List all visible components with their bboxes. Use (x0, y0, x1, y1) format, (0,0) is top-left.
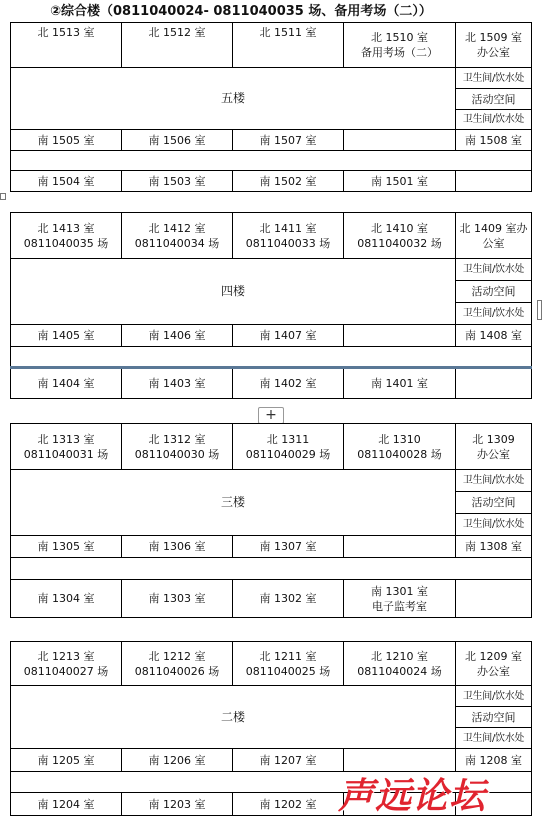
room-cell: 南 1307 室 (233, 536, 344, 558)
room-cell: 南 1507 室 (233, 130, 344, 151)
room-number: 北 1513 室 (37, 26, 95, 39)
activity-space-cell: 活动空间 (456, 492, 532, 514)
room-number: 北 1410 室 (371, 221, 428, 235)
room-cell (233, 424, 344, 470)
room-note: 0811040035 场 (23, 236, 109, 250)
room-number: 北 1509 室 (465, 31, 522, 44)
room-cell: 南 1508 室 (456, 130, 532, 151)
room-cell (456, 424, 532, 470)
south-rooms-row (11, 580, 532, 618)
floor-3-table (10, 423, 532, 618)
room-cell (456, 23, 532, 68)
document-title: ②综合楼（0811040024- 0811040035 场、备用考场（二）） (50, 4, 432, 19)
floor-4-table (10, 212, 532, 399)
room-number: 北 1510 室 (371, 31, 428, 44)
room-cell (233, 171, 344, 192)
room-cell (122, 642, 233, 686)
room-note: 0811040026 场 (134, 664, 220, 678)
room-cell (122, 213, 233, 259)
room-number: 南 1402 室 (259, 377, 317, 390)
room-number: 南 1303 室 (148, 592, 206, 605)
room-note: 0811040032 场 (357, 236, 442, 250)
room-cell (11, 23, 122, 68)
room-number: 南 1501 室 (371, 174, 428, 188)
room-number: 北 1512 室 (148, 26, 206, 39)
room-number: 北 1211 室 (259, 649, 317, 663)
restroom-cell: 卫生间/饮水处 (456, 110, 532, 130)
room-cell (122, 424, 233, 470)
south-rooms-row (11, 749, 532, 772)
room-number: 北 1412 室 (148, 221, 206, 235)
room-number: 南 1502 室 (259, 174, 317, 188)
room-cell (456, 642, 532, 686)
room-note: 0811040027 场 (23, 664, 109, 678)
room-cell: 南 1205 室 (11, 749, 122, 772)
room-number: 北 1312 室 (148, 432, 206, 446)
room-cell (233, 23, 344, 68)
room-note: 办公室 (477, 664, 510, 678)
restroom-cell: 卫生间/饮水处 (456, 68, 532, 89)
room-number: 北 1209 室 (465, 649, 522, 663)
table-resize-handle[interactable] (537, 300, 542, 320)
room-cell: 南 1506 室 (122, 130, 233, 151)
room-cell (233, 213, 344, 259)
room-number: 南 1302 室 (259, 592, 317, 605)
north-rooms-row (11, 23, 532, 68)
room-cell: 南 1405 室 (11, 325, 122, 347)
room-cell: 南 1407 室 (233, 325, 344, 347)
room-cell (233, 793, 344, 816)
room-number: 北 1313 室 (37, 432, 95, 446)
room-cell (456, 171, 532, 192)
restroom-cell: 卫生间/饮水处 (456, 470, 532, 492)
room-number: 北 1409 室办 (459, 221, 528, 235)
floor-label: 二楼 (11, 686, 456, 749)
south-rooms-row (11, 536, 532, 558)
room-cell: 南 1308 室 (456, 536, 532, 558)
room-cell (344, 642, 456, 686)
room-cell (344, 368, 456, 399)
restroom-cell: 卫生间/饮水处 (456, 259, 532, 281)
room-cell (344, 23, 456, 68)
table-resize-handle[interactable] (0, 193, 6, 200)
room-number: 南 1404 室 (37, 377, 95, 390)
room-cell (11, 213, 122, 259)
room-cell (344, 536, 456, 558)
room-number: 南 1203 室 (148, 797, 206, 811)
restroom-cell: 卫生间/饮水处 (456, 514, 532, 536)
room-note: 备用考场（二） (361, 46, 438, 59)
room-cell (344, 580, 456, 618)
room-cell (233, 368, 344, 399)
room-cell (344, 424, 456, 470)
room-number: 南 1202 室 (259, 797, 317, 811)
room-number: 北 1511 室 (259, 26, 317, 39)
floor-label: 四楼 (11, 259, 456, 325)
room-cell (122, 580, 233, 618)
room-number: 南 1503 室 (148, 174, 206, 188)
room-number: 北 1411 室 (259, 221, 317, 235)
room-cell: 南 1406 室 (122, 325, 233, 347)
south-rooms-row (11, 171, 532, 192)
activity-space-cell: 活动空间 (456, 707, 532, 728)
room-number: 北 1310 (378, 432, 421, 446)
room-cell (11, 642, 122, 686)
corridor-cell (11, 151, 532, 171)
room-note: 0811040031 场 (23, 447, 109, 461)
room-number: 南 1504 室 (37, 174, 95, 188)
south-rooms-row (11, 130, 532, 151)
room-cell: 南 1208 室 (456, 749, 532, 772)
room-cell (122, 23, 233, 68)
room-cell (233, 580, 344, 618)
room-number: 北 1213 室 (37, 649, 95, 663)
room-cell: 南 1305 室 (11, 536, 122, 558)
room-number: 南 1401 室 (371, 377, 428, 390)
room-cell (344, 749, 456, 772)
floor-5-table (10, 22, 532, 192)
room-note: 0811040024 场 (357, 664, 442, 678)
room-number: 南 1301 室 (371, 584, 428, 598)
room-cell: 南 1408 室 (456, 325, 532, 347)
watermark-logo: 声远论坛 (338, 776, 487, 817)
room-cell (11, 424, 122, 470)
room-cell (456, 213, 532, 259)
insert-row-button[interactable]: + (258, 407, 284, 424)
room-number: 北 1309 (472, 432, 515, 446)
room-cell (344, 325, 456, 347)
room-cell (456, 368, 532, 399)
room-number: 北 1212 室 (148, 649, 206, 663)
room-note: 办公室 (477, 46, 510, 59)
room-cell (122, 793, 233, 816)
restroom-cell: 卫生间/饮水处 (456, 303, 532, 325)
room-note: 0811040028 场 (357, 447, 442, 461)
room-note: 办公室 (477, 447, 510, 461)
room-number: 南 1403 室 (148, 377, 206, 390)
room-cell: 南 1505 室 (11, 130, 122, 151)
room-number: 北 1210 室 (371, 649, 428, 663)
corridor-cell (11, 558, 532, 580)
room-note: 0811040034 场 (134, 236, 220, 250)
activity-space-cell: 活动空间 (456, 89, 532, 110)
room-note: 0811040025 场 (245, 664, 331, 678)
room-cell (11, 580, 122, 618)
room-number: 北 1311 (266, 432, 310, 446)
room-number: 北 1413 室 (37, 221, 95, 235)
room-cell (344, 171, 456, 192)
room-number: 南 1304 室 (37, 592, 95, 605)
south-rooms-row (11, 325, 532, 347)
floor-label: 五楼 (11, 68, 456, 130)
room-cell (122, 171, 233, 192)
room-cell (11, 171, 122, 192)
room-note: 0811040029 场 (245, 447, 331, 461)
room-cell (11, 368, 122, 399)
room-cell: 南 1206 室 (122, 749, 233, 772)
south-rooms-row (11, 368, 532, 399)
north-rooms-row (11, 424, 532, 470)
room-cell (233, 642, 344, 686)
floor-label: 三楼 (11, 470, 456, 536)
room-cell: 南 1306 室 (122, 536, 233, 558)
north-rooms-row (11, 213, 532, 259)
room-cell (344, 130, 456, 151)
corridor-cell (11, 347, 532, 368)
room-number: 南 1204 室 (37, 797, 95, 811)
restroom-cell: 卫生间/饮水处 (456, 728, 532, 749)
restroom-cell: 卫生间/饮水处 (456, 686, 532, 707)
room-cell (456, 580, 532, 618)
room-cell (11, 793, 122, 816)
room-note: 公室 (482, 236, 505, 250)
room-note: 0811040033 场 (245, 236, 331, 250)
room-note: 电子监考室 (372, 599, 427, 613)
room-note: 0811040030 场 (134, 447, 220, 461)
activity-space-cell: 活动空间 (456, 281, 532, 303)
room-cell (122, 368, 233, 399)
room-cell: 南 1207 室 (233, 749, 344, 772)
room-cell (344, 213, 456, 259)
north-rooms-row (11, 642, 532, 686)
